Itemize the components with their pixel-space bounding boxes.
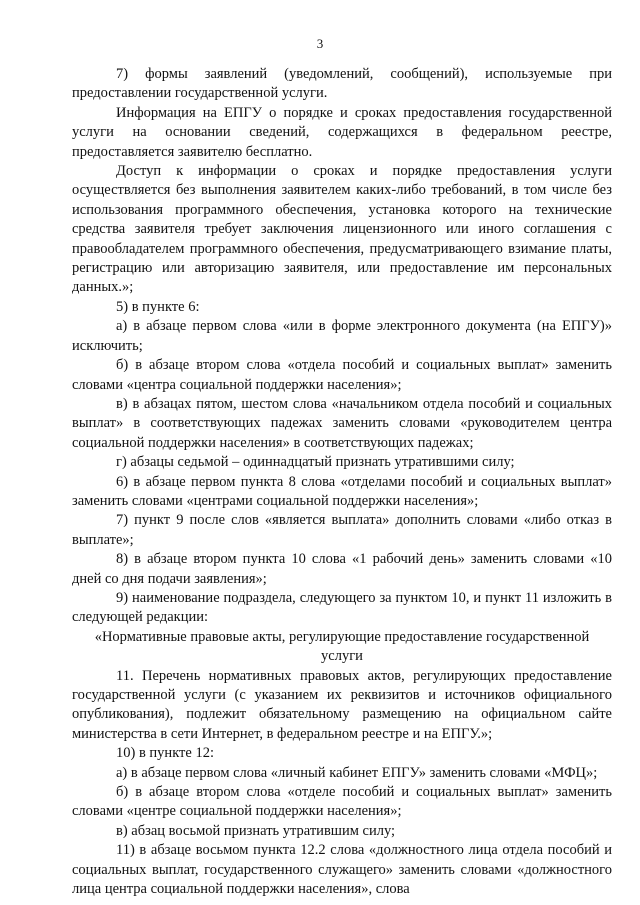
subsection-heading: «Нормативные правовые акты, регулирующие предоставление государственной услуги bbox=[94, 628, 590, 665]
document-body bbox=[72, 65, 612, 899]
paragraph-item-10b: б) в абзаце втором слова «отделе пособий и социальных выплат» заменить словами «центре социальной поддержки населения»; bbox=[72, 784, 612, 820]
paragraph-forms: 7) формы заявлений (уведомлений, сообщений), используемые при предоставлении государственной услуги. bbox=[72, 66, 612, 102]
paragraph-item-6: 6) в абзаце первом пункта 8 слова «отделами пособий и социальных выплат» заменить словами «центрами социальной поддержки населения»; bbox=[72, 473, 612, 509]
paragraph-item-9: 9) наименование подраздела, следующего за пунктом 10, и пункт 11 изложить в следующей редакции: bbox=[72, 589, 612, 626]
paragraph-epgu-info: Информация на ЕПГУ о порядке и сроках предоставления государственной услуги на основании сведений, содержащихся в федеральном реестре, предоставляется заявителю бесплатно. bbox=[72, 104, 612, 160]
page-number: 3 bbox=[316, 36, 324, 51]
paragraph-item-5g: г) абзацы седьмой – одиннадцатый признать утратившими силу; bbox=[116, 454, 515, 471]
paragraph-item-11: 11) в абзаце восьмом пункта 12.2 слова «должностного лица отдела пособий и социальных выплат, государственного служащего» заменить словами «должностного лица центра социальной поддержки населения», слова bbox=[72, 842, 612, 898]
paragraph-item-10: 10) в пункте 12: bbox=[116, 745, 214, 762]
paragraph-item-5: 5) в пункте 6: bbox=[116, 298, 200, 315]
paragraph-item-7: 7) пункт 9 после слов «является выплата» дополнить словами «либо отказ в выплате»; bbox=[72, 512, 612, 548]
paragraph-access-info: Доступ к информации о сроках и порядке предоставления услуги осуществляется без выполнения заявителем каких-либо требований, в том числе без использования программного обеспечения, установка которого на технические средства заявителя требует заключения лицензионного или иного соглашения с правообладателем программного обеспечения, предусматривающего взимание платы, регистрацию или авторизацию заявителя, или предоставление им персональных данных.»; bbox=[72, 163, 612, 296]
paragraph-item-8: 8) в абзаце втором пункта 10 слова «1 рабочий день» заменить словами «10 дней со дня подачи заявления»; bbox=[72, 551, 612, 587]
paragraph-item-10a: а) в абзаце первом слова «личный кабинет ЕПГУ» заменить словами «МФЦ»; bbox=[116, 764, 598, 781]
paragraph-point-11: 11. Перечень нормативных правовых актов, регулирующих предоставление государственной услуги (с указанием их реквизитов и источников официального опубликования), подлежит обязательному размещению на официальном сайте министерства в сети Интернет, в федеральном реестре и на ЕПГУ.»; bbox=[72, 667, 612, 742]
paragraph-item-5b: б) в абзаце втором слова «отдела пособий и социальных выплат» заменить словами «центра социальной поддержки населения»; bbox=[72, 357, 612, 393]
paragraph-item-5a: а) в абзаце первом слова «или в форме электронного документа (на ЕПГУ)» исключить; bbox=[72, 318, 612, 354]
paragraph-item-5v: в) в абзацах пятом, шестом слова «начальником отдела пособий и социальных выплат» в соответствующих падежах заменить словами «руководителем центра социальной поддержки населения» в соответствующих падежах; bbox=[72, 395, 612, 451]
paragraph-item-10v: в) абзац восьмой признать утратившим силу; bbox=[116, 822, 396, 839]
